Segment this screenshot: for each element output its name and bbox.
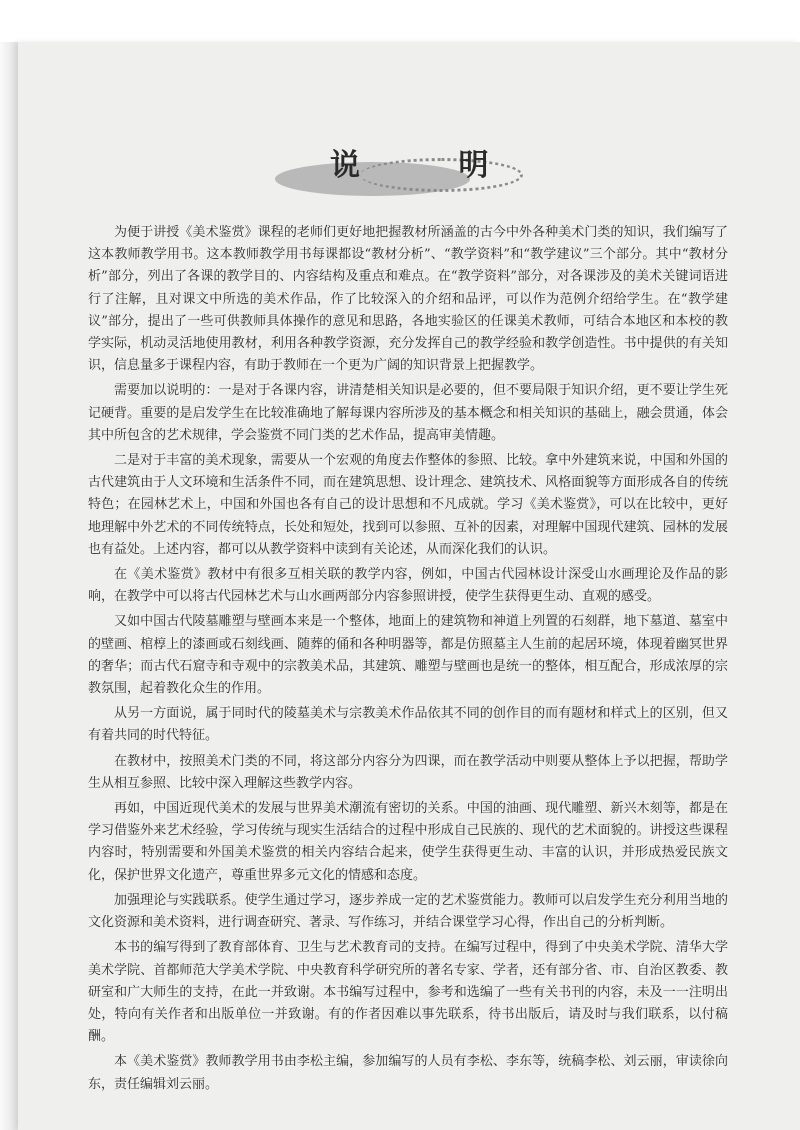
paragraph-credits: 本《美术鉴赏》教师教学用书由李松主编，参加编写的人员有李松、李东等，统稿李松、刘云丽，审读徐向东，责任编辑刘云丽。	[88, 1054, 728, 1092]
paragraph-acknowledgements: 本书的编写得到了教育部体育、卫生与艺术教育司的支持。在编写过程中，得到了中央美术学院、清华大学美术学院、首都师范大学美术学院、中央教育科学研究所的著名专家、学者，还有部分省、市、自治区教委、教研室和广大师生的支持，在此一并致谢。本书编写过程中，参考和选编了一些有关书刊的内容，未及一一注明出处，特向有关作者和出版单位一并致谢。有的作者因难以事先联系，待书出版后，请及时与我们联系，以付稿酬。	[88, 940, 728, 1045]
paragraph-intro: 为便于讲授《美术鉴赏》课程的老师们更好地把握教材所涵盖的古今中外各种美术门类的知识，我们编写了这本教师教学用书。这本教师教学用书每课都设“教材分析”、“教学资料”和“教学建议”三个部分。其中“教材分析”部分，列出了各课的教学目的、内容结构及重点和难点。在“教学资料”部分，对各课涉及的美术关键词语进行了注解，且对课文中所选的美术作品，作了比较深入的介绍和品评，可以作为范例介绍给学生。在“教学建议”部分，提出了一些可供教师具体操作的意见和思路，各地实验区的任课美术教师，可结合本地区和本校的教学实际，机动灵活地使用教材，利用各种教学资源，充分发挥自己的教学经验和教学创造性。书中提供的有关知识，信息量多于课程内容，有助于教师在一个更为广阔的知识背景上把握教学。	[88, 225, 728, 374]
paragraph-theory-practice: 加强理论与实践联系。使学生通过学习，逐步养成一定的艺术鉴赏能力。教师可以启发学生充分利用当地的文化资源和美术资料，进行调查研究、著录、写作练习，并结合课堂学习心得，作出自己的分析判断。	[88, 892, 728, 931]
paragraph-modern-art: 再如，中国近现代美术的发展与世界美术潮流有密切的关系。中国的油画、现代雕塑、新兴木刻等，都是在学习借鉴外来艺术经验，学习传统与现实生活结合的过程中形成自己民族的、现代的艺术面貌的。讲授这些课程内容时，特别需要和外国美术鉴赏的相关内容结合起来，使学生获得更生动、丰富的认识，并形成热爱民族文化，保护世界文化遗产，尊重世界多元文化的情感和态度。	[88, 801, 728, 883]
page-title: 说 明	[330, 148, 533, 183]
paragraph-four-lessons: 在教材中，按照美术门类的不同，将这部分内容分为四课，而在教学活动中则要从整体上予以把握，帮助学生从相互参照、比较中深入理解这些教学内容。	[88, 753, 728, 791]
paragraph-era-features: 从另一方面说，属于同时代的陵墓美术与宗教美术作品依其不同的创作目的而有题材和样式上的区别，但又有着共同的时代特征。	[88, 706, 728, 744]
paragraph-note-one: 需要加以说明的：一是对于各课内容，讲清楚相关知识是必要的，但不要局限于知识介绍，更不要让学生死记硬背。重要的是启发学生在比较准确地了解每课内容所涉及的基本概念和相关知识的基础上，融会贯通，体会其中所包含的艺术规律，学会鉴赏不同门类的艺术作品，提高审美情趣。	[88, 383, 728, 443]
paragraph-note-two: 二是对于丰富的美术现象，需要从一个宏观的角度去作整体的参照、比较。拿中外建筑来说，中国和外国的古代建筑由于人文环境和生活条件不同，而在建筑思想、设计理念、建筑技术、风格面貌等方面形成各自的传统特色；在园林艺术上，中国和外国也各有自己的设计思想和不凡成就。学习《美术鉴赏》，可以在比较中，更好地理解中外艺术的不同传统特点，长处和短处，找到可以参照、互补的因素，对理解中国现代建筑、园林的发展也有益处。上述内容，都可以从教学资料中读到有关论述，从而深化我们的认识。	[88, 453, 728, 557]
body-text	[88, 222, 728, 1099]
title-banner	[250, 100, 550, 200]
paragraph-tomb-example: 又如中国古代陵墓雕塑与壁画本来是一个整体，地面上的建筑物和神道上列置的石刻群，地下墓道、墓室中的壁画、棺椁上的漆画或石刻线画、随葬的俑和各种明器等，都是仿照墓主人生前的起居环境，体现着幽冥世界的奢华；而古代石窟寺和寺观中的宗教美术品，其建筑、雕塑与壁画也是统一的整体，相互配合，形成浓厚的宗教氛围，起着教化众生的作用。	[88, 614, 728, 697]
page-edge-shadow	[0, 42, 18, 1130]
paragraph-garden-example: 在《美术鉴赏》教材中有很多互相关联的教学内容，例如，中国古代园林设计深受山水画理论及作品的影响，在教学中可以将古代园林艺术与山水画两部分内容参照讲授，使学生获得更生动、直观的感受。	[88, 567, 728, 605]
